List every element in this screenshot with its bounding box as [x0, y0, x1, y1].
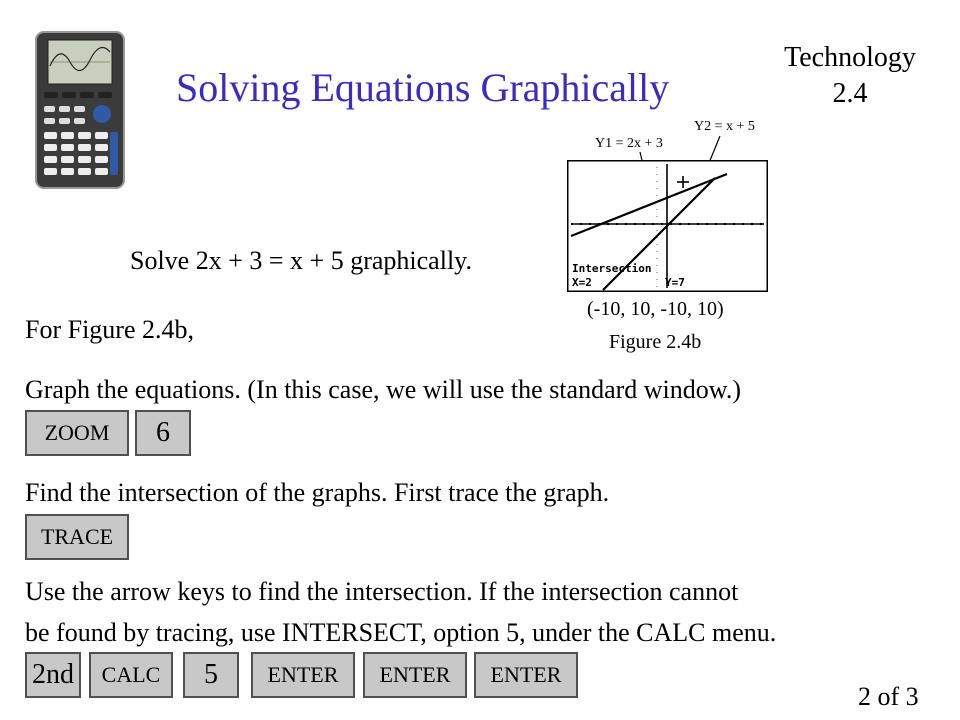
enter-key-3[interactable]: ENTER — [474, 652, 578, 698]
calculator-screen-graph — [567, 160, 768, 292]
page-title: Solving Equations Graphically — [176, 65, 670, 110]
six-key[interactable]: 6 — [135, 410, 191, 456]
step3-text-line2: be found by tracing, use INTERSECT, option 5, under the CALC menu. — [25, 618, 777, 647]
problem-statement: Solve 2x + 3 = x + 5 graphically. — [130, 246, 472, 275]
trace-key[interactable]: TRACE — [25, 514, 129, 560]
enter-key-1[interactable]: ENTER — [251, 652, 355, 698]
section-label-line2: 2.4 — [832, 78, 868, 109]
five-key[interactable]: 5 — [183, 652, 239, 698]
step1-text: Graph the equations. (In this case, we will use the standard window.) — [25, 375, 742, 404]
section-label — [770, 40, 930, 112]
graphing-calculator-image — [34, 30, 126, 190]
section-label-line1: Technology — [784, 42, 916, 73]
screen-y-value: Y=7 — [665, 276, 685, 289]
figure-caption: Figure 2.4b — [609, 331, 702, 353]
enter-key-2[interactable]: ENTER — [363, 652, 467, 698]
step2-text: Find the intersection of the graphs. First trace the graph. — [25, 478, 610, 507]
y2-equation-label: Y2 = x + 5 — [694, 119, 755, 134]
zoom-key[interactable]: ZOOM — [25, 410, 129, 456]
intro-text: For Figure 2.4b, — [25, 315, 194, 344]
window-settings: (-10, 10, -10, 10) — [587, 298, 724, 320]
screen-intersection-text: Intersection — [572, 262, 652, 275]
page-number: 2 of 3 — [858, 682, 919, 711]
step3-text-line1: Use the arrow keys to find the intersection. If the intersection cannot — [25, 577, 739, 606]
screen-x-value: X=2 — [572, 276, 592, 289]
calc-key[interactable]: CALC — [89, 652, 173, 698]
y1-equation-label: Y1 = 2x + 3 — [595, 136, 663, 151]
second-key[interactable]: 2nd — [25, 652, 81, 698]
